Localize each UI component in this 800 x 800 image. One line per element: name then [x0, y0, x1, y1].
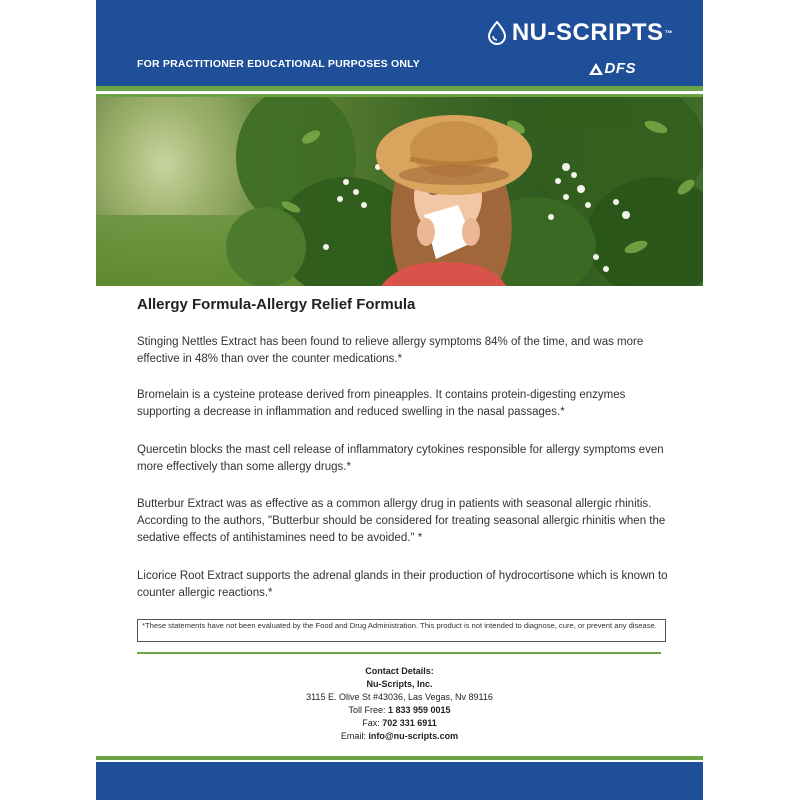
contact-divider: [137, 652, 661, 654]
company-name: Nu-Scripts, Inc.: [366, 679, 433, 689]
dfs-logo: [589, 60, 637, 77]
email-label: Email:: [340, 731, 369, 741]
company-address: 3115 E. Olive St #43036, Las Vegas, Nv 89116: [306, 692, 493, 702]
toll-free-number: 1 833 959 0015: [387, 705, 451, 715]
trademark: ™: [664, 28, 673, 38]
fda-disclaimer-box: *These statements have not been evaluated by the Food and Drug Administration. This product is not intended to diagnose, cure, or prevent any disease.: [137, 619, 666, 642]
practitioner-disclaimer: FOR PRACTITIONER EDUCATIONAL PURPOSES ONLY: [137, 58, 420, 70]
brand-name: NU-SCRIPTS: [511, 19, 664, 46]
paragraph-bromelain: Bromelain is a cysteine protease derived from pineapples. It contains protein-digesting enzymes supporting a decrease in inflammation and reduced swelling in the nasal passages.*: [137, 389, 626, 418]
hero-photo: [96, 97, 703, 286]
fax-label: Fax:: [362, 718, 383, 728]
footer-banner: [96, 766, 703, 800]
fax-number: 702 331 6911: [382, 718, 437, 728]
paragraph-butterbur: Butterbur Extract was as effective as a common allergy drug in patients with seasonal allergic rhinitis. According to the authors, "Butterbur should be considered for treating seasonal allergic rhinitis when the sedative effects of antihistamines need to be avoided." *: [137, 498, 666, 544]
contact-heading: Contact Details:: [365, 666, 434, 676]
woman-sneezing-illustration: [96, 97, 703, 286]
toll-free-line: [96, 704, 703, 717]
paragraph-licorice-root: Licorice Root Extract supports the adrenal glands in their production of hydrocortisone which is known to counter allergic reactions.*: [137, 570, 668, 599]
droplet-icon: [487, 21, 507, 45]
dfs-triangle-icon: [589, 63, 603, 75]
nu-scripts-logo: [487, 19, 673, 47]
paragraph-quercetin: Quercetin blocks the mast cell release of inflammatory cytokines responsible for allergy symptoms even more effectively than some allergy drugs.*: [137, 444, 664, 473]
document-page: [96, 0, 703, 800]
contact-details: [96, 665, 703, 743]
partner-name: DFS: [604, 60, 636, 77]
email-address: info@nu-scripts.com: [368, 731, 459, 741]
header-banner: [96, 0, 703, 86]
fax-line: [96, 717, 703, 730]
toll-free-label: Toll Free:: [348, 705, 388, 715]
article-title: Allergy Formula-Allergy Relief Formula: [137, 296, 416, 313]
paragraph-stinging-nettles: Stinging Nettles Extract has been found to relieve allergy symptoms 84% of the time, and was more effective in 48% than over the counter medications.*: [137, 336, 644, 365]
email-line: [96, 730, 703, 743]
